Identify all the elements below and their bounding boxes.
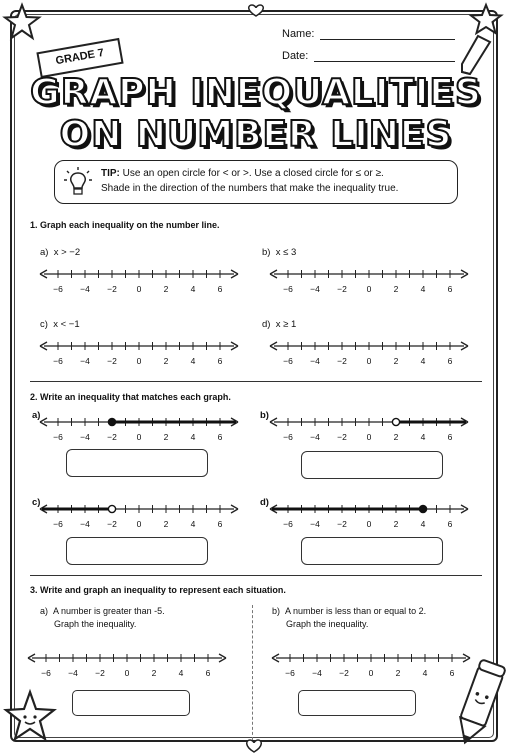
number-line[interactable] [264, 264, 474, 296]
situation-instruction: Graph the inequality. [286, 619, 369, 629]
smiling-star-icon [0, 688, 60, 748]
number-line[interactable] [34, 336, 244, 368]
heart-icon [242, 4, 270, 18]
star-icon [2, 2, 42, 42]
closed-circle [419, 505, 426, 512]
tick-label: 6 [205, 668, 211, 678]
tip-text-1: Use an open circle for < or >. Use a closed circle for ≤ or ≥. [122, 168, 384, 179]
section3-heading: 3. Write and graph an inequality to represent each situation. [30, 585, 286, 595]
item-letter: a) [40, 606, 49, 616]
tick-label: −6 [41, 668, 51, 678]
tick-label: 2 [163, 519, 169, 529]
number-line-graph [264, 499, 474, 531]
tick-label: −4 [80, 356, 90, 366]
date-field[interactable] [282, 50, 455, 62]
item-letter: c) [40, 319, 48, 330]
tick-label: −2 [95, 668, 105, 678]
tick-label: −2 [337, 432, 347, 442]
tick-label: 4 [420, 356, 426, 366]
tick-label: 4 [190, 356, 196, 366]
lightbulb-icon [61, 165, 95, 199]
name-field[interactable] [282, 28, 455, 40]
tick-label: 2 [151, 668, 157, 678]
answer-box[interactable] [301, 451, 443, 479]
tick-label: −6 [53, 356, 63, 366]
item-letter: b) [262, 247, 271, 258]
number-line[interactable] [264, 336, 474, 368]
s1-item-a [40, 247, 80, 258]
tick-label: −4 [80, 284, 90, 294]
tick-label: 2 [393, 356, 399, 366]
name-blank-line[interactable] [320, 29, 455, 40]
tick-label: 2 [163, 432, 169, 442]
pencil-star-icon [448, 2, 508, 82]
tick-label: 0 [136, 519, 142, 529]
tick-label: 6 [217, 356, 223, 366]
s1-item-d [262, 319, 296, 330]
tick-label: −6 [53, 519, 63, 529]
section-divider [30, 575, 482, 576]
tick-label: 6 [449, 668, 455, 678]
page-title-line1: GRAPH INEQUALITIES [30, 72, 482, 113]
closed-circle [108, 418, 115, 425]
answer-box[interactable] [72, 690, 190, 716]
tick-label: −6 [53, 284, 63, 294]
tick-label: −6 [285, 668, 295, 678]
item-letter: b) [272, 606, 281, 616]
tick-label: −6 [283, 519, 293, 529]
heart-icon [240, 738, 268, 754]
tick-label: 4 [420, 284, 426, 294]
inequality-text: x ≥ 1 [275, 319, 297, 330]
number-line-graph [264, 412, 474, 444]
tick-label: 0 [366, 356, 372, 366]
tick-label: 4 [422, 668, 428, 678]
situation-text: A number is less than or equal to 2. [285, 606, 427, 616]
s2-item-b-letter: b) [260, 410, 269, 421]
tip-label: TIP: [101, 168, 120, 179]
s3-item-a [40, 605, 165, 631]
tick-label: 0 [366, 284, 372, 294]
tick-label: −2 [337, 284, 347, 294]
grade-badge: GRADE 7 [36, 38, 123, 78]
tick-label: 0 [366, 519, 372, 529]
number-line-graph [34, 412, 244, 444]
item-letter: a) [40, 247, 49, 258]
tick-label: 6 [447, 519, 453, 529]
tick-label: −4 [310, 432, 320, 442]
tick-label: −6 [283, 432, 293, 442]
s2-item-c-letter: c) [32, 497, 41, 508]
tick-label: −2 [339, 668, 349, 678]
answer-box[interactable] [298, 690, 416, 716]
tick-label: 0 [124, 668, 130, 678]
tick-label: 4 [420, 432, 426, 442]
answer-box[interactable] [301, 537, 443, 565]
tick-label: −4 [80, 432, 90, 442]
tick-label: 4 [190, 519, 196, 529]
tick-label: −2 [107, 284, 117, 294]
tick-label: −2 [337, 519, 347, 529]
number-line[interactable] [34, 264, 244, 296]
date-blank-line[interactable] [314, 51, 455, 62]
tick-label: 4 [178, 668, 184, 678]
tick-label: −2 [107, 519, 117, 529]
open-circle [108, 505, 115, 512]
tick-label: −2 [337, 356, 347, 366]
tick-label: 0 [368, 668, 374, 678]
tick-label: −4 [310, 356, 320, 366]
situation-instruction: Graph the inequality. [54, 619, 137, 629]
tick-label: 6 [447, 356, 453, 366]
tick-label: 4 [420, 519, 426, 529]
tick-label: −6 [53, 432, 63, 442]
tick-label: −2 [107, 432, 117, 442]
inequality-text: x < −1 [53, 319, 80, 330]
s3-item-b [272, 605, 426, 631]
tick-label: −4 [312, 668, 322, 678]
tick-label: 0 [136, 284, 142, 294]
inequality-text: x > −2 [53, 247, 81, 258]
number-line-graph [34, 499, 244, 531]
item-letter: d) [262, 319, 271, 330]
tick-label: 6 [217, 519, 223, 529]
tick-label: −4 [310, 519, 320, 529]
section1-heading: 1. Graph each inequality on the number line. [30, 220, 220, 230]
tick-label: −4 [80, 519, 90, 529]
tick-label: 2 [393, 432, 399, 442]
tick-label: 2 [163, 356, 169, 366]
tick-label: 6 [447, 432, 453, 442]
tick-label: 4 [190, 284, 196, 294]
tick-label: 0 [366, 432, 372, 442]
section2-heading: 2. Write an inequality that matches each graph. [30, 392, 231, 402]
name-label: Name: [282, 28, 315, 40]
page-title-line2: ON NUMBER LINES [59, 114, 453, 155]
s2-item-d-letter: d) [260, 497, 269, 508]
tip-line2: Shade in the direction of the numbers that make the inequality true. [101, 183, 399, 194]
tick-label: 2 [393, 284, 399, 294]
tick-label: −6 [283, 356, 293, 366]
tick-label: 2 [163, 284, 169, 294]
number-line[interactable] [266, 648, 476, 680]
tip-box [54, 160, 458, 204]
tick-label: 0 [136, 432, 142, 442]
tick-label: −6 [283, 284, 293, 294]
tick-label: −4 [310, 284, 320, 294]
tip-line1 [101, 166, 449, 181]
open-circle [392, 418, 399, 425]
inequality-text: x ≤ 3 [275, 247, 297, 258]
s1-item-b [262, 247, 296, 258]
tick-label: 6 [217, 432, 223, 442]
tick-label: 4 [190, 432, 196, 442]
section-divider [30, 381, 482, 382]
number-line[interactable] [22, 648, 232, 680]
situation-text: A number is greater than -5. [53, 606, 165, 616]
s2-item-a-letter: a) [32, 410, 41, 421]
answer-box[interactable] [66, 537, 208, 565]
tick-label: 6 [217, 284, 223, 294]
tick-label: −2 [107, 356, 117, 366]
answer-box[interactable] [66, 449, 208, 477]
date-label: Date: [282, 50, 309, 62]
s1-item-c [40, 319, 80, 330]
tick-label: 2 [395, 668, 401, 678]
tick-label: −4 [68, 668, 78, 678]
tick-label: 6 [447, 284, 453, 294]
tick-label: 2 [393, 519, 399, 529]
column-divider [252, 605, 253, 740]
tick-label: 0 [136, 356, 142, 366]
